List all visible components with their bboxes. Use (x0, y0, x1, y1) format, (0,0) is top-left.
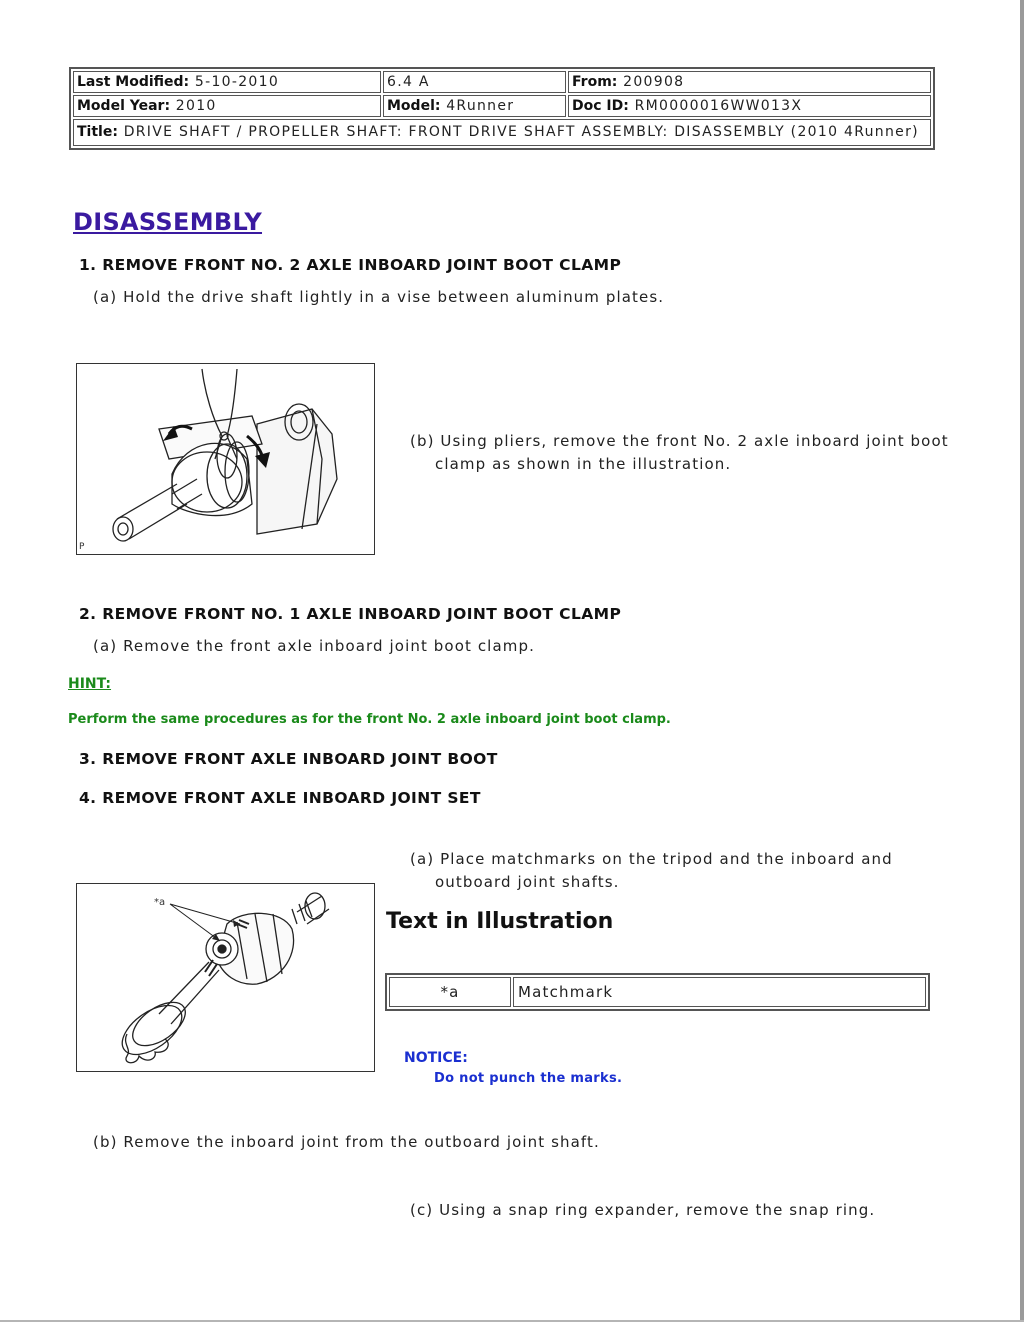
illustration-meaning-cell: Matchmark (513, 977, 926, 1007)
figure-boot-clamp-removal (76, 363, 375, 555)
document-header-table (69, 67, 935, 150)
title-cell: Title: DRIVE SHAFT / PROPELLER SHAFT: FRONT DRIVE SHAFT ASSEMBLY: DISASSEMBLY (2010 4Runner) (73, 119, 931, 146)
figure-code-label: P (79, 542, 85, 552)
page-title[interactable]: DISASSEMBLY (73, 208, 263, 236)
step-4-title: 4. REMOVE FRONT AXLE INBOARD JOINT SET (79, 789, 481, 807)
step-4-item-c: (c) Using a snap ring expander, remove the snap ring. (410, 1201, 876, 1219)
step-1-item-a: (a) Hold the drive shaft lightly in a vise between aluminum plates. (93, 288, 665, 306)
step-4-item-a: (a) Place matchmarks on the tripod and the inboard and (410, 850, 893, 868)
illustration-code-cell: *a (389, 977, 511, 1007)
last-modified-cell: Last Modified: 5-10-2010 (73, 71, 381, 93)
step-2-item-a: (a) Remove the front axle inboard joint boot clamp. (93, 637, 535, 655)
step-4-item-a-cont: outboard joint shafts. (435, 873, 620, 891)
matchmark-callout-text: *a (154, 897, 166, 908)
step-1-title: 1. REMOVE FRONT NO. 2 AXLE INBOARD JOINT BOOT CLAMP (79, 256, 622, 274)
step-4-item-b: (b) Remove the inboard joint from the outboard joint shaft. (93, 1133, 600, 1151)
step-1-item-b-cont: clamp as shown in the illustration. (435, 455, 732, 473)
illustration-text-heading: Text in Illustration (386, 909, 614, 934)
version-cell: 6.4 A (383, 71, 566, 93)
step-2-title: 2. REMOVE FRONT NO. 1 AXLE INBOARD JOINT BOOT CLAMP (79, 605, 622, 623)
hint-text: Perform the same procedures as for the front No. 2 axle inboard joint boot clamp. (68, 712, 671, 727)
hint-label[interactable]: HINT: (68, 676, 112, 692)
table-row (389, 977, 926, 1007)
tripod-joint-illustration (77, 884, 374, 1071)
notice-label: NOTICE: (404, 1050, 468, 1066)
illustration-text-table (385, 973, 930, 1011)
model-cell: Model: 4Runner (383, 95, 566, 117)
figure-matchmarks (76, 883, 375, 1072)
notice-text: Do not punch the marks. (434, 1071, 623, 1086)
model-year-cell: Model Year: 2010 (73, 95, 381, 117)
doc-id-cell: Doc ID: RM0000016WW013X (568, 95, 931, 117)
from-cell: From: 200908 (568, 71, 931, 93)
step-1-item-b: (b) Using pliers, remove the front No. 2 axle inboard joint boot (410, 432, 949, 450)
page-edge (1020, 0, 1024, 1322)
pliers-illustration (77, 364, 374, 554)
step-3-title: 3. REMOVE FRONT AXLE INBOARD JOINT BOOT (79, 750, 498, 768)
